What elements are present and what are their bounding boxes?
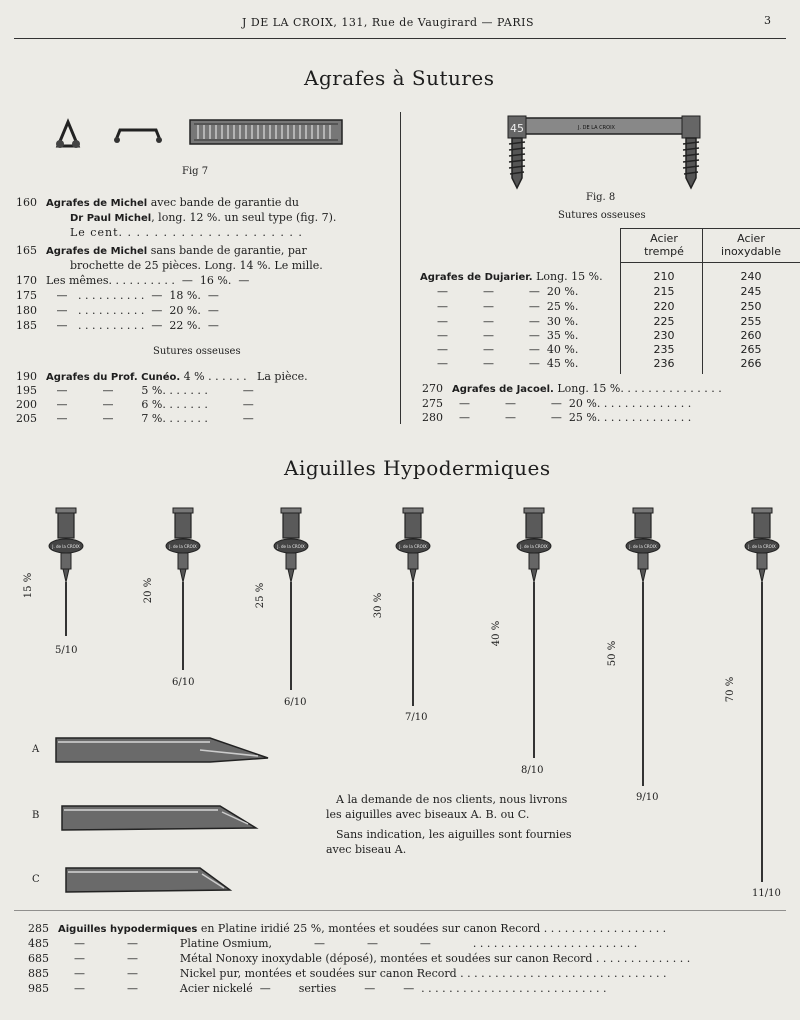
- bevel-label-a: A: [32, 744, 40, 755]
- table-cell: 220: [653, 300, 675, 313]
- item-code: 885: [28, 967, 49, 980]
- table-row: — — — 40 %.: [437, 343, 579, 356]
- item-code: 180: [16, 304, 37, 317]
- fig8-stamp: 45: [510, 122, 524, 135]
- table-cell: 215: [653, 285, 675, 298]
- table-cell: 245: [740, 285, 762, 298]
- item-code: 275: [422, 397, 443, 410]
- table-row: — — — 20 %.: [437, 285, 579, 298]
- bevel-b-icon: [62, 806, 256, 830]
- table-row: — — — 35 %.: [437, 329, 579, 342]
- col-header-line: trempé: [644, 245, 684, 258]
- item-text: , long. 12 %. un seul type (fig. 7).: [151, 211, 337, 224]
- table-cell: 230: [653, 329, 675, 342]
- item-text: — — Nickel pur, montées et soudées sur canon Record . . . . . . . . . . . . . . . . . . . . . . . . . . . . . .: [74, 967, 667, 980]
- table-cell: 266: [740, 357, 762, 370]
- needle-brand-label: J. de la CROIX: [520, 544, 548, 549]
- item-text: — — Platine Osmium, — — — . . . . . . . . . . . . . . . . . . . . . . . .: [74, 937, 638, 950]
- needle-icon: [517, 508, 551, 758]
- needle-gauge-label: 6/10: [172, 677, 195, 688]
- table-cell: 250: [740, 300, 762, 313]
- row-label-name: Agrafes de Dujarier.: [420, 272, 533, 283]
- item-text: — — 7 %. . . . . . . —: [46, 412, 254, 425]
- table-cell: 240: [740, 270, 762, 283]
- item-name: Dr Paul Michel: [70, 213, 152, 224]
- needle-brand-label: J. de la CROIX: [629, 544, 657, 549]
- section-title-agrafes: Agrafes à Sutures: [304, 66, 495, 90]
- note-line: les aiguilles avec biseaux A. B. ou C.: [326, 808, 530, 821]
- fig8-caption: Fig. 8: [586, 192, 616, 203]
- item-code: 165: [16, 244, 37, 257]
- needle-icon: [626, 508, 660, 786]
- section-title-aiguilles: Aiguilles Hypodermiques: [284, 456, 551, 480]
- section-divider: [14, 910, 786, 911]
- item-text: avec bande de garantie du: [147, 196, 299, 209]
- needle-gauge-label: 7/10: [405, 712, 428, 723]
- fig7-caption: Fig 7: [182, 166, 209, 177]
- item-name: Aiguilles hypodermiques: [58, 924, 198, 935]
- table-cell: 255: [740, 315, 762, 328]
- needle-brand-label: J. de la CROIX: [277, 544, 305, 549]
- item-text: — — Acier nickelé — serties — — . . . . . . . . . . . . . . . . . . . . . . . . . . .: [74, 982, 607, 995]
- list-item: [28, 982, 607, 995]
- list-item: brochette de 25 pièces. Long. 14 %. Le mille.: [70, 259, 323, 272]
- sutures-osseuses-left-label: Sutures osseuses: [153, 346, 241, 357]
- needle-brand-label: J. de la CROIX: [169, 544, 197, 549]
- item-code: 160: [16, 196, 37, 209]
- list-item: [28, 967, 666, 980]
- item-name: Agrafes de Michel: [46, 246, 148, 257]
- item-text: en Platine iridié 25 %, montées et soudées sur canon Record . . . . . . . . . . . . . . . . . .: [197, 922, 667, 935]
- col-header-line: Acier: [650, 232, 678, 245]
- item-code: 170: [16, 274, 37, 287]
- needle-icon: [274, 508, 308, 690]
- bevel-label-b: B: [32, 810, 40, 821]
- needle-icon: [166, 508, 200, 670]
- item-text: — . . . . . . . . . . — 22 %. —: [46, 319, 219, 332]
- bevel-illustrations: [50, 732, 280, 902]
- item-name: Agrafes de Michel: [46, 198, 148, 209]
- bevel-label-c: C: [32, 874, 40, 885]
- list-item: Le cent. . . . . . . . . . . . . . . . . . . . .: [70, 226, 303, 239]
- needle-length-label: 40 %: [491, 620, 503, 647]
- needle-length-label: 15 %: [23, 572, 35, 599]
- table-row: — — — 30 %.: [437, 315, 579, 328]
- item-code: 175: [16, 289, 37, 302]
- bevel-a-icon: [56, 738, 268, 762]
- running-header: J DE LA CROIX, 131, Rue de Vaugirard — PARIS: [242, 16, 535, 29]
- list-item: [28, 952, 690, 965]
- table-cell: 260: [740, 329, 762, 342]
- bevel-c-icon: [66, 868, 230, 892]
- sutures-osseuses-right-label: Sutures osseuses: [558, 210, 646, 221]
- table-cell: 235: [653, 343, 675, 356]
- needle-icon: [745, 508, 779, 882]
- table-cell: 265: [740, 343, 762, 356]
- page-number: 3: [764, 14, 772, 27]
- note-line: A la demande de nos clients, nous livrons: [336, 793, 568, 806]
- item-code: 280: [422, 411, 443, 424]
- row-label: Long. 15 %.: [532, 270, 603, 283]
- needle-gauge-label: 11/10: [752, 888, 781, 899]
- needle-brand-label: J. de la CROIX: [52, 544, 80, 549]
- item-text: Long. 15 %. . . . . . . . . . . . . . .: [553, 382, 722, 395]
- needle-gauge-label: 5/10: [55, 645, 78, 656]
- item-text: — — — 20 %. . . . . . . . . . . . . .: [452, 397, 692, 410]
- item-text: — . . . . . . . . . . — 20 %. —: [46, 304, 219, 317]
- col-header-line: Acier: [737, 232, 765, 245]
- item-text: Les mêmes. . . . . . . . . . — 16 %. —: [46, 274, 250, 287]
- item-code: 190: [16, 370, 37, 383]
- needle-length-label: 50 %: [607, 640, 619, 667]
- needle-gauge-label: 8/10: [521, 765, 544, 776]
- item-text: — . . . . . . . . . . — 18 %. —: [46, 289, 219, 302]
- needle-icon: [396, 508, 430, 706]
- item-name: Agrafes du Prof. Cunéo.: [46, 372, 181, 383]
- needle-length-label: 70 %: [725, 676, 737, 703]
- table-cell: 225: [653, 315, 675, 328]
- needle-gauge-label: 6/10: [284, 697, 307, 708]
- table-row: — — — 45 %.: [437, 357, 579, 370]
- item-text: — — 6 %. . . . . . . —: [46, 398, 254, 411]
- item-text: 4 % . . . . . . La pièce.: [180, 370, 308, 383]
- item-code: 185: [16, 319, 37, 332]
- item-code: 485: [28, 937, 49, 950]
- table-row: — — — 25 %.: [437, 300, 579, 313]
- item-text: — — Métal Nonoxy inoxydable (déposé), montées et soudées sur canon Record . . . . . . . . . . . . . .: [74, 952, 691, 965]
- list-item: [28, 937, 637, 950]
- needle-brand-label: J. de la CROIX: [748, 544, 776, 549]
- needle-gauge-label: 9/10: [636, 792, 659, 803]
- col-header-line: inoxydable: [721, 245, 781, 258]
- needle-icon: [49, 508, 83, 636]
- table-cell: 210: [653, 270, 675, 283]
- item-text: — — — 25 %. . . . . . . . . . . . . .: [452, 411, 692, 424]
- item-code: 270: [422, 382, 443, 395]
- needle-length-label: 30 %: [373, 592, 385, 619]
- needle-brand-label: J. de la CROIX: [399, 544, 427, 549]
- item-name: Agrafes de Jacoel.: [452, 384, 554, 395]
- needle-length-label: 20 %: [143, 577, 155, 604]
- item-text: sans bande de garantie, par: [147, 244, 307, 257]
- item-code: 200: [16, 398, 37, 411]
- item-code: 985: [28, 982, 49, 995]
- item-text: — — 5 %. . . . . . . —: [46, 384, 254, 397]
- list-item: [28, 922, 666, 935]
- fig8-brand: J. DE LA CROIX: [578, 125, 615, 131]
- note-line: Sans indication, les aiguilles sont fournies: [336, 828, 572, 841]
- item-code: 685: [28, 952, 49, 965]
- note-line: avec biseau A.: [326, 843, 407, 856]
- item-code: 205: [16, 412, 37, 425]
- item-code: 195: [16, 384, 37, 397]
- item-code: 285: [28, 922, 49, 935]
- table-cell: 236: [653, 357, 675, 370]
- needle-length-label: 25 %: [255, 582, 267, 609]
